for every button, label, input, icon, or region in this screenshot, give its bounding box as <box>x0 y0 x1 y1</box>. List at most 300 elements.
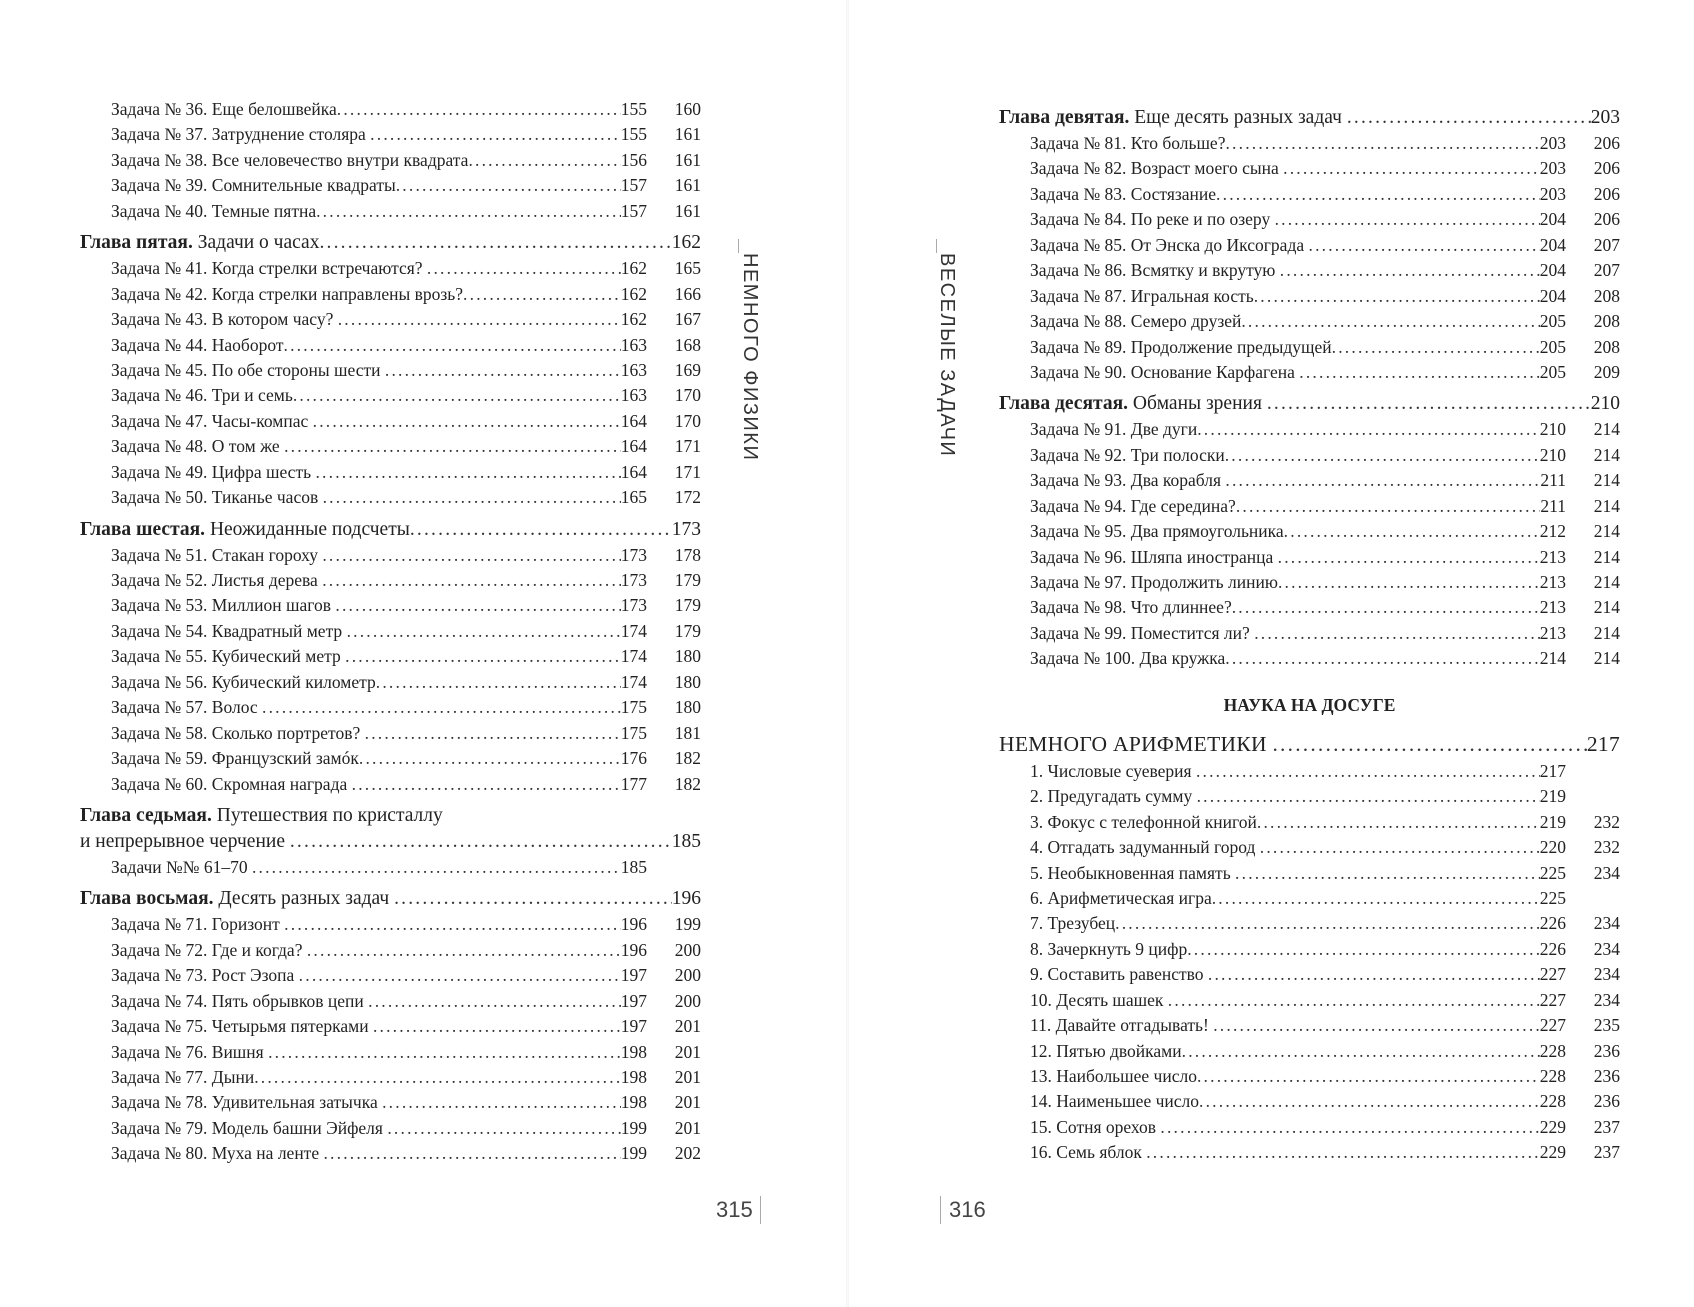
entry-title-text: Задача № 84. По реке и по озеру <box>1030 209 1275 230</box>
toc-entry[interactable] <box>999 911 1620 936</box>
entry-title-text: НЕМНОГО АРИФМЕТИКИ <box>999 731 1273 756</box>
entry-leader-group <box>999 729 1620 759</box>
toc-entry[interactable] <box>999 417 1620 442</box>
dot-leader <box>252 855 621 880</box>
toc-entry[interactable] <box>999 570 1620 595</box>
entry-title <box>1030 284 1254 309</box>
toc-entry[interactable] <box>80 1090 701 1115</box>
page-number: 211 <box>1540 470 1566 491</box>
toc-entry[interactable] <box>80 485 701 510</box>
toc-entry[interactable] <box>999 646 1620 671</box>
dot-leader <box>427 256 621 281</box>
answer-page-number: 170 <box>674 410 701 431</box>
entry-title <box>111 963 299 988</box>
toc-entry[interactable] <box>999 861 1620 886</box>
page-number: 204 <box>1539 260 1566 281</box>
page-number: 214 <box>1539 648 1566 669</box>
entry-title-text: Задача № 55. Кубический метр <box>111 646 346 667</box>
dot-leader <box>1115 911 1540 936</box>
dot-leader <box>352 772 621 797</box>
entry-title <box>111 333 284 358</box>
answer-page-number: 236 <box>1593 1091 1620 1112</box>
answer-page-number: 180 <box>674 671 701 692</box>
page-number: 204 <box>1539 209 1566 230</box>
dot-leader <box>1309 233 1540 258</box>
entry-title-text: Задача № 46. Три и семь <box>111 385 293 406</box>
toc-entry[interactable] <box>80 383 701 408</box>
entry-leader-group <box>1030 810 1566 835</box>
entry-title <box>1030 494 1236 519</box>
dot-leader <box>410 517 672 543</box>
toc-entry[interactable] <box>80 307 701 332</box>
chapter-entry[interactable] <box>80 829 701 855</box>
page-number: 197 <box>620 990 647 1011</box>
toc-entry[interactable] <box>80 409 701 434</box>
entry-title <box>1030 962 1208 987</box>
entry-title-text: Задача № 52. Листья дерева <box>111 570 323 590</box>
section-heading: НАУКА НА ДОСУГЕ <box>1223 694 1396 715</box>
page-number: 173 <box>671 518 701 540</box>
entry-title <box>1030 309 1241 334</box>
page-number: 176 <box>620 748 647 769</box>
entry-leader-group <box>80 517 701 543</box>
answer-page-number: 171 <box>674 436 701 457</box>
dot-leader <box>1197 417 1540 442</box>
answer-page-number: 161 <box>674 200 701 221</box>
page-number: 196 <box>620 914 647 935</box>
entry-title-text: Задача № 89. Продолжение предыдущей <box>1030 336 1332 357</box>
chapter-entry[interactable] <box>80 517 701 543</box>
answer-page-number: 165 <box>674 258 701 279</box>
toc-entry[interactable] <box>999 309 1620 334</box>
dot-leader <box>1225 131 1539 156</box>
entry-leader-group <box>111 460 647 485</box>
answer-page-number: 207 <box>1593 234 1620 255</box>
entry-leader-group <box>111 122 647 147</box>
toc-entry[interactable] <box>999 156 1620 181</box>
answer-page-number: 201 <box>674 1041 701 1062</box>
toc-entry[interactable] <box>80 912 701 937</box>
answer-page-number: 179 <box>674 595 701 616</box>
page-number: 162 <box>671 232 701 254</box>
toc-entry[interactable] <box>80 1014 701 1039</box>
toc-entry[interactable] <box>80 644 701 669</box>
toc-entry[interactable] <box>80 593 701 618</box>
toc-entry[interactable] <box>999 621 1620 646</box>
dot-leader <box>284 333 621 358</box>
entry-title-text: Задача № 71. Горизонт <box>111 914 285 935</box>
toc-entry[interactable] <box>80 358 701 383</box>
toc-entry[interactable] <box>999 1039 1620 1064</box>
table-of-contents-right <box>999 99 1620 1166</box>
answer-page-number: 171 <box>674 461 701 482</box>
answer-page-number: 234 <box>1593 989 1620 1010</box>
page-number: 229 <box>1539 1116 1566 1137</box>
answer-page-number: 200 <box>674 965 701 986</box>
dot-leader <box>382 1090 621 1115</box>
page-number: 177 <box>620 773 647 794</box>
answer-page-number: 234 <box>1593 938 1620 959</box>
toc-entry[interactable] <box>80 1040 701 1065</box>
toc-entry[interactable] <box>80 460 701 485</box>
page-number: 210 <box>1590 393 1620 415</box>
page-number: 165 <box>620 487 647 508</box>
toc-entry[interactable] <box>80 434 701 459</box>
dot-leader <box>319 230 671 256</box>
dot-leader <box>1254 284 1540 309</box>
toc-entry[interactable] <box>999 988 1620 1013</box>
entry-title <box>1030 835 1260 860</box>
entry-title-text: Задача № 82. Возраст моего сына <box>1030 158 1284 179</box>
toc-entry[interactable] <box>80 746 701 771</box>
chapter-label: Глава шестая. <box>80 518 206 540</box>
page-number: 174 <box>620 620 647 641</box>
dot-leader <box>323 485 621 510</box>
entry-leader-group <box>111 772 647 797</box>
dot-leader <box>316 199 621 224</box>
entry-title-text: 14. Наименьшее число <box>1030 1091 1200 1112</box>
toc-entry[interactable] <box>80 97 701 122</box>
toc-entry[interactable] <box>999 810 1620 835</box>
answer-page-number: 232 <box>1593 811 1620 832</box>
folio-rule <box>760 1196 761 1224</box>
entry-title-text: 9. Составить равенство <box>1030 964 1208 985</box>
dot-leader <box>345 644 621 669</box>
toc-entry[interactable] <box>80 938 701 963</box>
toc-entry[interactable] <box>80 619 701 644</box>
dot-leader <box>394 886 672 912</box>
entry-title <box>111 383 293 408</box>
entry-title-text: Задача № 41. Когда стрелки встречаются? <box>111 258 427 279</box>
page-number: 204 <box>1539 285 1566 306</box>
entry-leader-group <box>1030 494 1566 519</box>
toc-entry[interactable] <box>80 963 701 988</box>
entry-title-text: Задача № 97. Продолжить линию <box>1030 572 1278 592</box>
entry-title-text: Задача № 37. Затруднение столяра <box>111 124 371 145</box>
answer-page-number: 214 <box>1593 622 1620 643</box>
entry-title-text: Задача № 48. О том же <box>111 436 285 457</box>
toc-entry[interactable] <box>999 443 1620 468</box>
entry-title <box>111 97 337 122</box>
toc-entry[interactable] <box>999 886 1620 911</box>
answer-page-number: 167 <box>674 309 701 330</box>
toc-entry[interactable] <box>80 989 701 1014</box>
toc-entry[interactable] <box>999 1140 1620 1165</box>
entry-leader-group <box>111 963 647 988</box>
entry-leader-group <box>1030 646 1566 671</box>
chapter-entry[interactable] <box>80 230 701 256</box>
entry-title <box>1030 570 1278 595</box>
dot-leader <box>368 989 621 1014</box>
entry-leader-group <box>1030 835 1566 860</box>
entry-title-text: Задача № 78. Удивительная затычка <box>111 1092 383 1113</box>
entry-title-text: Задача № 40. Темные пятна <box>111 200 317 221</box>
answer-page-number: 208 <box>1593 336 1620 357</box>
entry-leader-group <box>1030 759 1566 784</box>
toc-entry[interactable] <box>999 519 1620 544</box>
entry-title <box>1030 545 1278 570</box>
page-number: 164 <box>620 436 647 457</box>
page-number: 162 <box>620 283 647 304</box>
entry-title <box>1030 443 1225 468</box>
entry-title-text: Неожиданные подсчеты <box>205 518 410 540</box>
toc-entry[interactable] <box>80 173 701 198</box>
entry-title-text: Задача № 95. Два прямоугольника <box>1030 521 1284 542</box>
answer-page-number: 206 <box>1593 209 1620 230</box>
folio-rule <box>940 1196 941 1224</box>
toc-entry[interactable] <box>999 1013 1620 1038</box>
toc-entry[interactable] <box>80 670 701 695</box>
entry-leader-group <box>111 1116 647 1141</box>
chapter-label: Глава пятая. <box>80 232 193 254</box>
page-number: 197 <box>620 1016 647 1037</box>
toc-entry[interactable] <box>999 759 1620 784</box>
entry-leader-group <box>1030 417 1566 442</box>
toc-entry[interactable] <box>80 148 701 173</box>
entry-title <box>80 230 319 256</box>
answer-page-number: 179 <box>674 620 701 641</box>
entry-title <box>111 938 307 963</box>
entry-title-text: Задача № 39. Сомнительные квадраты <box>111 175 396 196</box>
toc-entry[interactable] <box>80 1116 701 1141</box>
dot-leader <box>254 1065 621 1090</box>
answer-page-number: 235 <box>1593 1015 1620 1036</box>
dot-leader <box>396 173 621 198</box>
dot-leader <box>1278 570 1540 595</box>
answer-page-number: 236 <box>1593 1066 1620 1086</box>
entry-title-text: Задача № 44. Наоборот <box>111 334 284 355</box>
answer-page-number: 237 <box>1593 1116 1620 1137</box>
entry-leader-group <box>111 409 647 434</box>
entry-leader-group <box>111 333 647 358</box>
answer-page-number: 208 <box>1593 311 1620 332</box>
entry-leader-group <box>111 383 647 408</box>
entry-title-text: 4. Отгадать задуманный город <box>1030 837 1260 858</box>
entry-title-text: Задача № 42. Когда стрелки направлены врозь? <box>111 283 464 304</box>
page-number: 227 <box>1539 964 1566 985</box>
entry-title-text: Задача № 87. Игральная кость <box>1030 285 1254 306</box>
page-number: 210 <box>1539 419 1566 440</box>
entry-title-text: 10. Десять шашек <box>1030 989 1168 1010</box>
entry-leader-group <box>1030 1039 1566 1064</box>
dot-leader <box>1196 759 1540 784</box>
dot-leader <box>1241 309 1539 334</box>
page-number: 164 <box>620 461 647 482</box>
entry-leader-group <box>111 358 647 383</box>
chapter-entry[interactable] <box>80 886 701 912</box>
dot-leader <box>262 695 621 720</box>
toc-entry[interactable] <box>999 937 1620 962</box>
page-number: 213 <box>1539 546 1566 567</box>
toc-entry[interactable] <box>999 784 1620 809</box>
answer-page-number: 234 <box>1593 964 1620 985</box>
page-number: 155 <box>620 99 647 119</box>
chapter-entry[interactable] <box>999 729 1620 759</box>
entry-leader-group <box>1030 570 1566 595</box>
entry-title-text: Задача № 58. Сколько портретов? <box>111 722 365 743</box>
toc-entry[interactable] <box>80 772 701 797</box>
answer-page-number: 170 <box>674 385 701 406</box>
entry-title <box>111 746 359 771</box>
toc-entry[interactable] <box>999 494 1620 519</box>
entry-leader-group <box>111 1040 647 1065</box>
chapter-entry[interactable] <box>999 391 1620 417</box>
page-number: 225 <box>1539 887 1566 908</box>
toc-entry[interactable] <box>999 207 1620 232</box>
dot-leader <box>1182 1039 1540 1064</box>
answer-page-number: 208 <box>1593 285 1620 306</box>
toc-entry[interactable] <box>999 258 1620 283</box>
entry-title <box>1030 646 1225 671</box>
entry-leader-group <box>111 1014 647 1039</box>
toc-entry[interactable] <box>80 855 701 880</box>
page-number: 217 <box>1586 731 1620 756</box>
dot-leader <box>284 912 621 937</box>
entry-title-text: Задача № 86. Всмятку и вкрутую <box>1030 260 1280 281</box>
dot-leader <box>1332 335 1540 360</box>
dot-leader <box>338 307 621 332</box>
entry-title-text: Задача № 92. Три полоски <box>1030 444 1225 465</box>
toc-entry[interactable] <box>80 333 701 358</box>
answer-page-number: 169 <box>674 359 701 380</box>
answer-page-number: 214 <box>1593 572 1620 592</box>
entry-leader-group <box>1030 468 1566 493</box>
dot-leader <box>1280 258 1540 283</box>
entry-leader-group <box>1030 1089 1566 1114</box>
entry-title-text: Задача № 98. Что длиннее? <box>1030 597 1232 618</box>
entry-title <box>111 485 323 510</box>
answer-page-number: 206 <box>1593 133 1620 153</box>
page-number: 157 <box>620 175 647 196</box>
toc-entry[interactable] <box>80 543 701 568</box>
entry-title-text: Десять разных задач <box>213 888 395 910</box>
entry-title-text: Задача № 83. Состязание <box>1030 183 1217 204</box>
toc-entry[interactable] <box>80 122 701 147</box>
page-number: 175 <box>620 722 647 743</box>
dot-leader <box>1212 886 1540 911</box>
toc-entry[interactable] <box>80 282 701 307</box>
toc-entry[interactable] <box>80 721 701 746</box>
answer-page-number: 214 <box>1593 470 1620 491</box>
entry-title <box>111 256 427 281</box>
entry-title-text: Задача № 49. Цифра шесть <box>111 461 316 482</box>
chapter-label: Глава десятая. <box>999 393 1129 415</box>
entry-leader-group <box>1030 258 1566 283</box>
dot-leader <box>365 721 621 746</box>
entry-title <box>1030 988 1168 1013</box>
entry-title <box>1030 1089 1199 1114</box>
toc-entry[interactable] <box>80 1065 701 1090</box>
entry-title <box>111 721 365 746</box>
answer-page-number: 214 <box>1593 495 1620 516</box>
entry-leader-group <box>111 307 647 332</box>
entry-leader-group <box>1030 131 1566 156</box>
dot-leader <box>1278 545 1540 570</box>
entry-leader-group <box>1030 284 1566 309</box>
dot-leader <box>385 358 621 383</box>
running-head-rule <box>936 239 937 253</box>
dot-leader <box>1275 207 1540 232</box>
toc-entry[interactable] <box>999 1089 1620 1114</box>
toc-entry[interactable] <box>80 199 701 224</box>
toc-entry[interactable] <box>999 835 1620 860</box>
toc-entry[interactable] <box>80 568 701 593</box>
page-number: 212 <box>1539 521 1566 542</box>
entry-title-text: 16. Семь яблок <box>1030 1142 1147 1163</box>
dot-leader <box>387 1116 620 1141</box>
answer-page-number: 201 <box>674 1016 701 1037</box>
toc-entry[interactable] <box>999 284 1620 309</box>
page-number: 213 <box>1539 622 1566 643</box>
entry-leader-group <box>1030 1064 1566 1089</box>
toc-entry[interactable] <box>999 131 1620 156</box>
dot-leader <box>1168 988 1540 1013</box>
page-number: 198 <box>620 1041 647 1062</box>
dot-leader <box>293 383 621 408</box>
entry-title <box>111 148 468 173</box>
page-number: 174 <box>620 646 647 667</box>
toc-entry[interactable] <box>80 256 701 281</box>
entry-leader-group <box>111 746 647 771</box>
toc-entry[interactable] <box>999 595 1620 620</box>
answer-page-number: 179 <box>674 570 701 590</box>
answer-page-number: 209 <box>1593 361 1620 382</box>
toc-entry[interactable] <box>999 335 1620 360</box>
entry-title-text: Задача № 56. Кубический километр <box>111 671 376 692</box>
entry-title-text: Задача № 85. От Энска до Иксограда <box>1030 234 1309 255</box>
dot-leader <box>1216 182 1540 207</box>
entry-title-text: Задача № 77. Дыни <box>111 1067 255 1087</box>
entry-leader-group <box>1030 911 1566 936</box>
page-number: 155 <box>620 124 647 145</box>
toc-entry[interactable] <box>999 360 1620 385</box>
running-head-right: ВЕСЕЛЫЕ ЗАДАЧИ <box>936 253 958 458</box>
toc-entry[interactable] <box>999 1115 1620 1140</box>
dot-leader <box>1254 621 1540 646</box>
entry-title <box>111 1116 387 1141</box>
entry-leader-group <box>1030 335 1566 360</box>
toc-entry[interactable] <box>999 182 1620 207</box>
dot-leader <box>1235 861 1540 886</box>
toc-entry[interactable] <box>80 695 701 720</box>
entry-title <box>111 307 338 332</box>
answer-page-number: 207 <box>1593 260 1620 281</box>
toc-entry[interactable] <box>999 962 1620 987</box>
toc-entry[interactable] <box>999 1064 1620 1089</box>
answer-page-number: 214 <box>1593 546 1620 567</box>
entry-leader-group <box>1030 545 1566 570</box>
page-number: 220 <box>1539 837 1566 858</box>
entry-title-text: Задача № 88. Семеро друзей <box>1030 311 1242 332</box>
entry-leader-group <box>1030 937 1566 962</box>
answer-page-number: 234 <box>1593 913 1620 934</box>
entry-title-text: 7. Трезубец <box>1030 913 1116 934</box>
toc-entry[interactable] <box>80 1141 701 1166</box>
chapter-label: Глава восьмая. <box>80 888 214 910</box>
toc-entry[interactable] <box>999 468 1620 493</box>
entry-title-text: Задача № 54. Квадратный метр <box>111 620 347 641</box>
page-number: 211 <box>1540 495 1566 516</box>
page-number: 219 <box>1539 786 1566 807</box>
answer-page-number: 232 <box>1593 837 1620 858</box>
entry-title-text: Задача № 94. Где середина? <box>1030 495 1236 516</box>
toc-entry[interactable] <box>999 545 1620 570</box>
entry-title <box>111 434 284 459</box>
toc-entry[interactable] <box>999 233 1620 258</box>
chapter-entry[interactable] <box>999 105 1620 131</box>
entry-title-text: Задача № 76. Вишня <box>111 1041 269 1062</box>
entry-title-text: Задача № 38. Все человечество внутри квадрата <box>111 149 469 170</box>
